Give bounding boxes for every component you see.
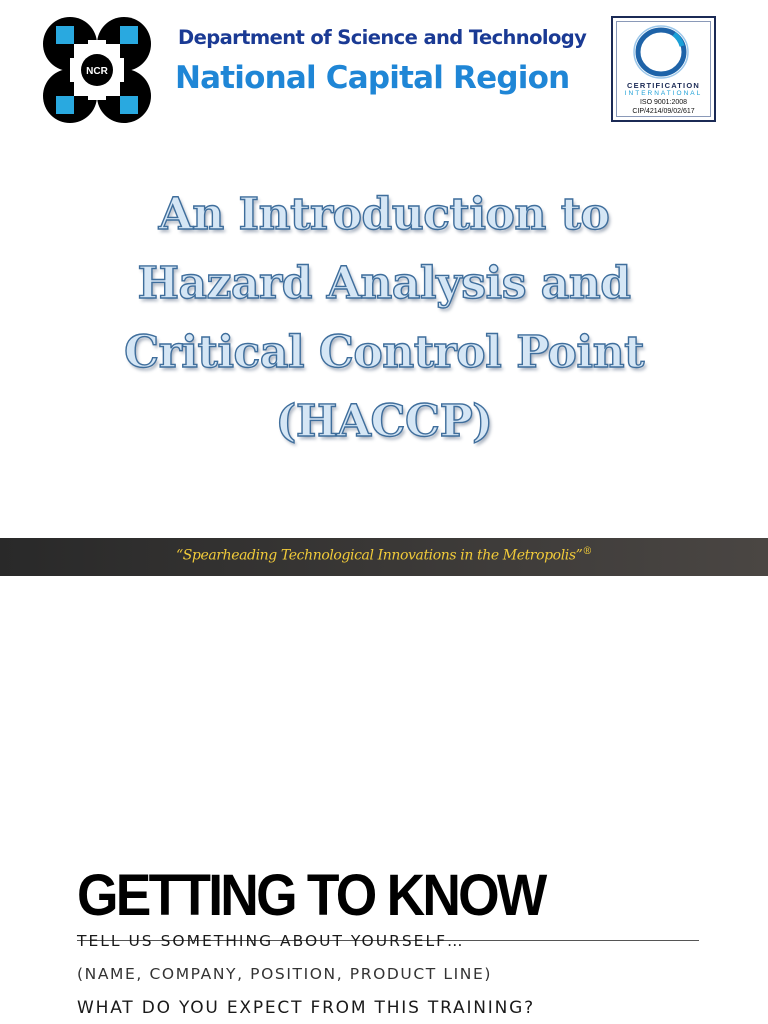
slide-heading: GETTING TO KNOW [77,863,545,928]
certification-title: CERTIFICATION [627,81,700,90]
certification-subtitle: INTERNATIONAL [624,90,703,97]
tagline [176,546,592,564]
certification-badge [611,16,716,122]
prompt-line: TELL US SOMETHING ABOUT YOURSELF… [77,932,465,950]
tagline-bar [0,538,768,576]
title-line: An Introduction to [158,189,610,240]
presentation-title [0,180,768,456]
prompt-line: (NAME, COMPANY, POSITION, PRODUCT LINE) [77,965,493,983]
title-line: Critical Control Point [124,327,644,378]
title-line: Hazard Analysis and [137,258,631,309]
prompt-line: WHAT DO YOU EXPECT FROM THIS TRAINING? [77,998,535,1018]
logo-ncr-text: NCR [86,66,108,77]
certification-code: CIP/4214/09/02/617 [632,108,695,115]
region-name: National Capital Region [175,60,570,96]
dost-ncr-logo [40,16,154,124]
certification-ring-icon [630,24,692,80]
certification-standard: ISO 9001:2008 [639,99,688,106]
registered-mark: ® [582,546,593,557]
title-line: (HACCP) [275,396,493,447]
department-name: Department of Science and Technology [178,26,587,49]
tagline-text: “Spearheading Technological Innovations in the Metropolis” [175,547,583,564]
